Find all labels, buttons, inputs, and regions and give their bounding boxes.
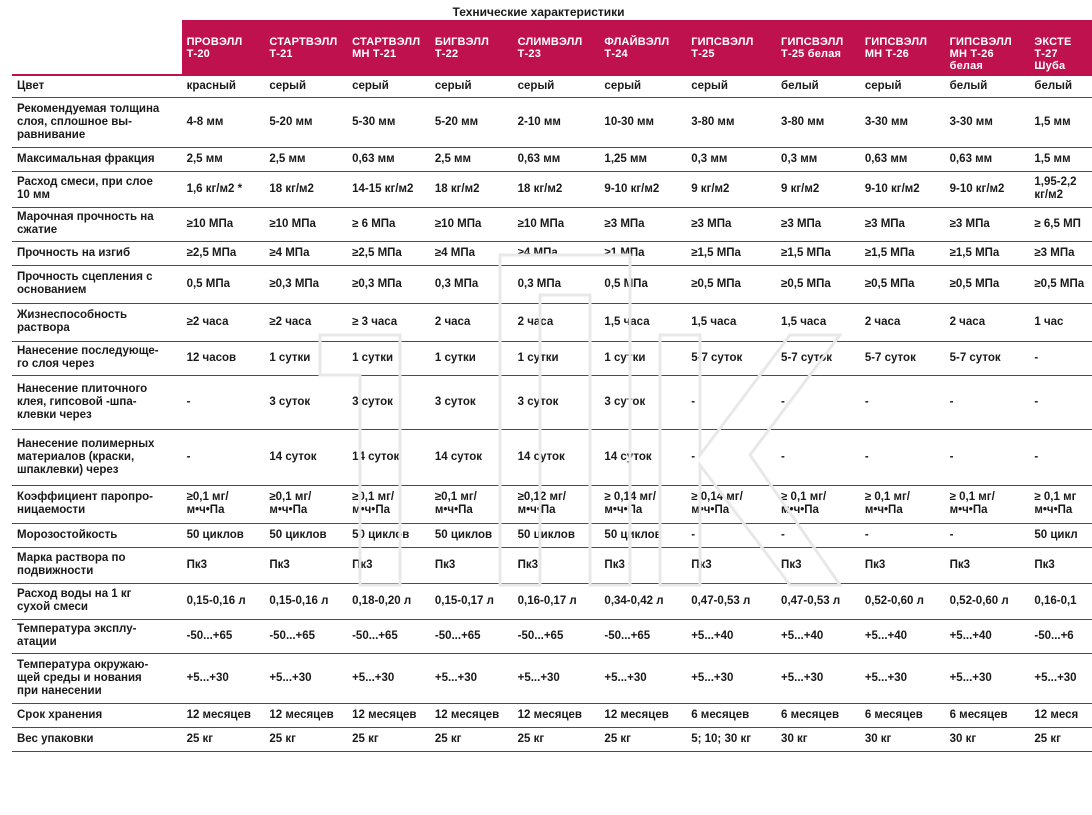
table-cell: ≥2 часа (182, 303, 265, 341)
table-cell: 14 суток (430, 429, 513, 485)
table-cell: 1 сутки (430, 341, 513, 375)
table-cell: 2,5 мм (430, 147, 513, 171)
column-header-product: ЭКСТЕ Т-27 Шуба (1029, 20, 1092, 75)
table-cell: 1,5 часа (686, 303, 776, 341)
row-label: Морозостойкость (12, 523, 182, 547)
table-cell: ≥2,5 МПа (347, 241, 430, 265)
table-cell: +5...+30 (945, 653, 1030, 703)
row-label: Нанесение плиточного клея, гипсовой -шпа- клевки через (12, 375, 182, 429)
row-label: Нанесение полимерных материалов (краски, шпаклевки) через (12, 429, 182, 485)
table-cell: 1 час (1029, 303, 1092, 341)
column-header-product: БИГВЭЛЛ Т-22 (430, 20, 513, 75)
table-cell: - (776, 375, 860, 429)
table-cell: ≥ 0,1 мг/ м•ч•Па (776, 485, 860, 523)
table-cell: ≥ 0,14 мг/ м•ч•Па (686, 485, 776, 523)
table-cell: - (686, 523, 776, 547)
table-cell: 2,5 мм (182, 147, 265, 171)
table-cell: +5...+40 (776, 619, 860, 653)
table-cell: -50...+65 (513, 619, 600, 653)
table-row (12, 147, 1092, 171)
table-row (12, 583, 1092, 619)
table-cell: 12 месяцев (264, 703, 347, 727)
table-cell: 14 суток (264, 429, 347, 485)
table-cell: 3 суток (347, 375, 430, 429)
table-cell: 3-80 мм (776, 97, 860, 147)
table-cell: - (1029, 375, 1092, 429)
table-cell: Пк3 (347, 547, 430, 583)
table-cell: Пк3 (182, 547, 265, 583)
table-cell: - (860, 429, 945, 485)
table-cell: 25 кг (1029, 727, 1092, 751)
table-cell: 5-20 мм (264, 97, 347, 147)
table-cell: ≥0,1 мг/ м•ч•Па (182, 485, 265, 523)
table-row (12, 265, 1092, 303)
table-cell: 3-30 мм (860, 97, 945, 147)
table-cell: ≥ 6 МПа (347, 207, 430, 241)
table-cell: ≥2,5 МПа (182, 241, 265, 265)
row-label: Рекомендуемая толщина слоя, сплошное вы- равнивание (12, 97, 182, 147)
table-cell: Пк3 (686, 547, 776, 583)
column-header-product: СТАРТВЭЛЛ Т-21 (264, 20, 347, 75)
table-cell: 1 сутки (347, 341, 430, 375)
table-cell: 25 кг (347, 727, 430, 751)
table-cell: 1,6 кг/м2 * (182, 171, 265, 207)
table-cell: серый (347, 75, 430, 97)
table-cell: 12 месяцев (430, 703, 513, 727)
table-cell: +5...+30 (686, 653, 776, 703)
table-cell: ≥3 МПа (776, 207, 860, 241)
table-cell: 14 суток (599, 429, 686, 485)
table-cell: 1,95-2,2 кг/м2 (1029, 171, 1092, 207)
table-cell: ≥0,1 мг/ м•ч•Па (264, 485, 347, 523)
table-row (12, 653, 1092, 703)
table-cell: серый (264, 75, 347, 97)
table-cell: 0,63 мм (945, 147, 1030, 171)
table-cell: серый (860, 75, 945, 97)
table-cell: 18 кг/м2 (513, 171, 600, 207)
table-cell: 0,5 МПа (182, 265, 265, 303)
table-row (12, 375, 1092, 429)
row-label: Вес упаковки (12, 727, 182, 751)
row-label: Срок хранения (12, 703, 182, 727)
table-cell: 0,15-0,17 л (430, 583, 513, 619)
table-cell: белый (945, 75, 1030, 97)
column-header-product: ФЛАЙВЭЛЛ Т-24 (599, 20, 686, 75)
table-cell: 2-10 мм (513, 97, 600, 147)
table-cell: 1,5 часа (776, 303, 860, 341)
table-cell: - (860, 523, 945, 547)
table-cell: 0,47-0,53 л (686, 583, 776, 619)
specs-table (12, 20, 1092, 752)
table-cell: ≥3 МПа (599, 207, 686, 241)
table-cell: ≥3 МПа (945, 207, 1030, 241)
table-row (12, 341, 1092, 375)
table-cell: ≥ 6,5 МП (1029, 207, 1092, 241)
row-label: Расход смеси, при слое 10 мм (12, 171, 182, 207)
table-cell: 30 кг (945, 727, 1030, 751)
table-cell: 0,18-0,20 л (347, 583, 430, 619)
specs-table-container (12, 20, 1085, 752)
table-cell: 12 месяцев (347, 703, 430, 727)
column-header-product: ПРОВЭЛЛ Т-20 (182, 20, 265, 75)
table-cell: серый (686, 75, 776, 97)
table-cell: ≥3 МПа (686, 207, 776, 241)
table-cell: 3 суток (513, 375, 600, 429)
table-cell: ≥ 0,1 мг/ м•ч•Па (860, 485, 945, 523)
table-cell: +5...+40 (686, 619, 776, 653)
page-title: Технические характеристики (452, 5, 625, 19)
table-row (12, 429, 1092, 485)
table-cell: ≥3 МПа (860, 207, 945, 241)
table-cell: 0,47-0,53 л (776, 583, 860, 619)
table-cell: 5-7 суток (945, 341, 1030, 375)
table-cell: 10-30 мм (599, 97, 686, 147)
table-cell: 1 сутки (599, 341, 686, 375)
table-body (12, 75, 1092, 751)
table-cell: +5...+30 (860, 653, 945, 703)
table-cell: Пк3 (599, 547, 686, 583)
table-cell: 0,3 мм (686, 147, 776, 171)
table-row (12, 171, 1092, 207)
table-cell: +5...+30 (430, 653, 513, 703)
table-cell: ≥ 0,1 мг м•ч•Па (1029, 485, 1092, 523)
column-header-product: СТАРТВЭЛЛ МН Т-21 (347, 20, 430, 75)
table-row (12, 523, 1092, 547)
table-cell: -50...+65 (264, 619, 347, 653)
table-row (12, 75, 1092, 97)
table-cell: 18 кг/м2 (430, 171, 513, 207)
table-cell: ≥0,3 МПа (264, 265, 347, 303)
table-cell: ≥2 часа (264, 303, 347, 341)
table-cell: 3 суток (599, 375, 686, 429)
table-cell: 1,5 часа (599, 303, 686, 341)
table-cell: ≥0,5 МПа (686, 265, 776, 303)
table-cell: 5; 10; 30 кг (686, 727, 776, 751)
table-cell: 6 месяцев (776, 703, 860, 727)
table-cell: 2 часа (513, 303, 600, 341)
table-cell: - (945, 375, 1030, 429)
table-cell: 18 кг/м2 (264, 171, 347, 207)
column-header-product: ГИПСВЭЛЛ Т-25 (686, 20, 776, 75)
table-header-row (12, 20, 1092, 75)
table-cell: 9 кг/м2 (776, 171, 860, 207)
table-cell: 0,63 мм (347, 147, 430, 171)
table-row (12, 303, 1092, 341)
row-label: Марочная прочность на сжатие (12, 207, 182, 241)
table-cell: ≥0,1 мг/ м•ч•Па (347, 485, 430, 523)
row-label: Прочность сцепления с основанием (12, 265, 182, 303)
table-cell: 3-80 мм (686, 97, 776, 147)
table-cell: 25 кг (599, 727, 686, 751)
table-cell: ≥1,5 МПа (945, 241, 1030, 265)
row-label: Жизнеспособность раствора (12, 303, 182, 341)
table-cell: -50...+6 (1029, 619, 1092, 653)
table-cell: +5...+30 (347, 653, 430, 703)
table-cell: 0,3 мм (776, 147, 860, 171)
table-cell: серый (430, 75, 513, 97)
table-cell: -50...+65 (430, 619, 513, 653)
table-row (12, 703, 1092, 727)
table-cell: 0,3 МПа (513, 265, 600, 303)
table-cell: 5-7 суток (686, 341, 776, 375)
table-cell: красный (182, 75, 265, 97)
table-cell: 50 циклов (264, 523, 347, 547)
table-cell: ≥1,5 МПа (686, 241, 776, 265)
table-cell: +5...+30 (776, 653, 860, 703)
table-cell: 2 часа (430, 303, 513, 341)
table-cell: - (776, 429, 860, 485)
table-cell: 0,16-0,17 л (513, 583, 600, 619)
table-cell: Пк3 (430, 547, 513, 583)
column-header-product: СЛИМВЭЛЛ Т-23 (513, 20, 600, 75)
table-cell: ≥0,5 МПа (1029, 265, 1092, 303)
table-cell: -50...+65 (599, 619, 686, 653)
table-cell: 0,34-0,42 л (599, 583, 686, 619)
table-cell: 50 циклов (513, 523, 600, 547)
table-cell: ≥1,5 МПа (776, 241, 860, 265)
row-label: Нанесение последующе- го слоя через (12, 341, 182, 375)
table-cell: +5...+30 (599, 653, 686, 703)
table-cell: 5-20 мм (430, 97, 513, 147)
table-cell: ≥10 МПа (182, 207, 265, 241)
table-cell: - (776, 523, 860, 547)
column-header-product: ГИПСВЭЛЛ МН Т-26 (860, 20, 945, 75)
table-cell: 5-7 суток (860, 341, 945, 375)
table-cell: 0,16-0,1 (1029, 583, 1092, 619)
table-cell: 2 часа (945, 303, 1030, 341)
table-cell: 3 суток (264, 375, 347, 429)
table-cell: ≥10 МПа (430, 207, 513, 241)
table-cell: 14 суток (513, 429, 600, 485)
table-cell: 0,63 мм (513, 147, 600, 171)
table-cell: 0,63 мм (860, 147, 945, 171)
table-cell: ≥10 МПа (264, 207, 347, 241)
table-cell: ≥0,12 мг/ м•ч•Па (513, 485, 600, 523)
table-cell: - (182, 429, 265, 485)
table-cell: 1,25 мм (599, 147, 686, 171)
table-cell: ≥ 0,14 мг/ м•ч•Па (599, 485, 686, 523)
table-row (12, 547, 1092, 583)
table-cell: 0,5 МПа (599, 265, 686, 303)
table-cell: 12 часов (182, 341, 265, 375)
table-cell: 3 суток (430, 375, 513, 429)
table-cell: 0,15-0,16 л (264, 583, 347, 619)
table-cell: ≥3 МПа (1029, 241, 1092, 265)
table-cell: 25 кг (430, 727, 513, 751)
table-cell: 5-7 суток (776, 341, 860, 375)
table-cell: 0,52-0,60 л (860, 583, 945, 619)
table-cell: 30 кг (860, 727, 945, 751)
table-cell: 0,15-0,16 л (182, 583, 265, 619)
row-label: Коэффициент паропро- ницаемости (12, 485, 182, 523)
header-corner-cell (12, 20, 182, 75)
table-cell: белый (776, 75, 860, 97)
table-cell: ≥ 3 часа (347, 303, 430, 341)
table-cell: 9 кг/м2 (686, 171, 776, 207)
table-cell: ≥4 МПа (430, 241, 513, 265)
table-row (12, 207, 1092, 241)
table-cell: ≥10 МПа (513, 207, 600, 241)
table-cell: 12 месяцев (182, 703, 265, 727)
table-cell: 1 сутки (513, 341, 600, 375)
table-cell: 0,3 МПа (430, 265, 513, 303)
table-cell: 50 циклов (430, 523, 513, 547)
table-cell: - (686, 429, 776, 485)
table-cell: 9-10 кг/м2 (599, 171, 686, 207)
table-cell: ≥4 МПа (264, 241, 347, 265)
table-cell: 25 кг (264, 727, 347, 751)
table-cell: ≥0,1 мг/ м•ч•Па (430, 485, 513, 523)
table-row (12, 619, 1092, 653)
row-label: Прочность на изгиб (12, 241, 182, 265)
table-cell: 9-10 кг/м2 (860, 171, 945, 207)
table-cell: 4-8 мм (182, 97, 265, 147)
table-cell: +5...+40 (945, 619, 1030, 653)
table-cell: - (686, 375, 776, 429)
table-cell: 30 кг (776, 727, 860, 751)
table-cell: - (182, 375, 265, 429)
table-cell: +5...+30 (264, 653, 347, 703)
table-cell: Пк3 (264, 547, 347, 583)
table-cell: 6 месяцев (860, 703, 945, 727)
table-cell: - (945, 523, 1030, 547)
table-cell: +5...+30 (182, 653, 265, 703)
table-cell: -50...+65 (182, 619, 265, 653)
table-cell: ≥ 0,1 мг/ м•ч•Па (945, 485, 1030, 523)
column-header-product: ГИПСВЭЛЛ МН Т-26 белая (945, 20, 1030, 75)
table-row (12, 241, 1092, 265)
table-cell: 9-10 кг/м2 (945, 171, 1030, 207)
table-row (12, 727, 1092, 751)
table-cell: 1,5 мм (1029, 97, 1092, 147)
table-cell: Пк3 (860, 547, 945, 583)
table-cell: 50 цикл (1029, 523, 1092, 547)
table-cell: ≥1,5 МПа (860, 241, 945, 265)
table-cell: ≥0,5 МПа (945, 265, 1030, 303)
table-row (12, 97, 1092, 147)
table-cell: 14 суток (347, 429, 430, 485)
table-cell: 25 кг (513, 727, 600, 751)
table-cell: Пк3 (945, 547, 1030, 583)
table-cell: серый (599, 75, 686, 97)
row-label: Марка раствора по подвижности (12, 547, 182, 583)
table-cell: 6 месяцев (686, 703, 776, 727)
row-label: Температура окружаю- щей среды и нования при нанесении (12, 653, 182, 703)
table-cell: ≥4 МПа (513, 241, 600, 265)
table-cell: 3-30 мм (945, 97, 1030, 147)
table-cell: 2 часа (860, 303, 945, 341)
table-cell: 1 сутки (264, 341, 347, 375)
table-cell: белый (1029, 75, 1092, 97)
table-cell: 12 меся (1029, 703, 1092, 727)
table-cell: 14-15 кг/м2 (347, 171, 430, 207)
table-cell: ≥0,5 МПа (776, 265, 860, 303)
table-cell: Пк3 (513, 547, 600, 583)
table-cell: +5...+30 (513, 653, 600, 703)
table-cell: ≥1 МПа (599, 241, 686, 265)
table-cell: 12 месяцев (599, 703, 686, 727)
table-cell: - (1029, 341, 1092, 375)
table-cell: 2,5 мм (264, 147, 347, 171)
table-cell: ≥0,5 МПа (860, 265, 945, 303)
table-cell: 50 циклов (347, 523, 430, 547)
table-cell: - (945, 429, 1030, 485)
table-cell: 5-30 мм (347, 97, 430, 147)
row-label: Цвет (12, 75, 182, 97)
table-cell: 6 месяцев (945, 703, 1030, 727)
table-cell: 1,5 мм (1029, 147, 1092, 171)
table-cell: +5...+30 (1029, 653, 1092, 703)
column-header-product: ГИПСВЭЛЛ Т-25 белая (776, 20, 860, 75)
table-cell: 50 циклов (182, 523, 265, 547)
table-cell: - (1029, 429, 1092, 485)
table-cell: Пк3 (1029, 547, 1092, 583)
row-label: Расход воды на 1 кг сухой смеси (12, 583, 182, 619)
row-label: Температура эксплу- атации (12, 619, 182, 653)
table-cell: ≥0,3 МПа (347, 265, 430, 303)
row-label: Максимальная фракция (12, 147, 182, 171)
table-cell: -50...+65 (347, 619, 430, 653)
table-cell: +5...+40 (860, 619, 945, 653)
table-row (12, 485, 1092, 523)
table-cell: 25 кг (182, 727, 265, 751)
table-cell: 50 циклов (599, 523, 686, 547)
table-cell: 0,52-0,60 л (945, 583, 1030, 619)
table-cell: Пк3 (776, 547, 860, 583)
table-cell: серый (513, 75, 600, 97)
table-cell: - (860, 375, 945, 429)
table-cell: 12 месяцев (513, 703, 600, 727)
